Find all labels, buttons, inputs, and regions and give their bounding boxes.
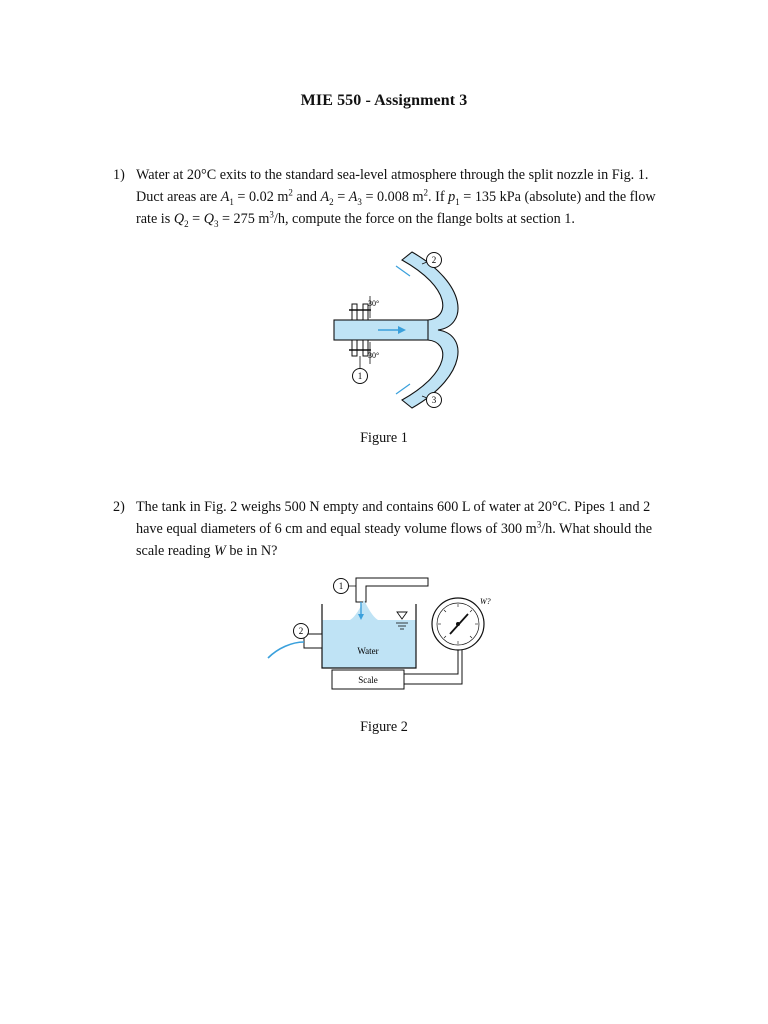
exit-flow-top [396, 266, 410, 276]
free-surface-icon [397, 612, 407, 619]
tank-water [322, 600, 416, 668]
flange-bottom-left [352, 340, 357, 356]
problem-1-text: Water at 20°C exits to the standard sea-level atmosphere through the split nozzle in Fig. 1. Duct areas are $A_1 = 0.02$ $m^2$ and $A_2 = A_3 = 0.008$ $m^2$. If $p_1 = 135$ kPa (absolute) and the flow rate is $Q_2 = Q_3 = 275$ $m^3/h$, compute the force on the flange bolts at section 1. [136, 167, 656, 229]
problem-2-number: 2) [113, 499, 125, 515]
figure-1-caption: Figure 1 [360, 430, 408, 446]
section-3-label: 3 [431, 395, 437, 405]
exit-flow-bottom [396, 384, 410, 394]
figure-2-caption: Figure 2 [360, 719, 408, 735]
problem-2-text: The tank in Fig. 2 weighs 500 N empty and contains 600 L of water at 20°C. Pipes 1 and 2 have equal diameters of 6 cm and equal steady volume flows of 300 $m^3/h$. What should the scale reading W be in N? [136, 499, 653, 559]
angle-bottom-label: 30° [368, 351, 380, 360]
page-title: MIE 550 - Assignment 3 [300, 92, 468, 109]
problem-2 [113, 496, 658, 562]
problem-1 [113, 164, 658, 230]
figure-1-split-nozzle [330, 248, 490, 418]
water-label: Water [357, 646, 379, 656]
angle-top-label: 30° [368, 299, 380, 308]
section-2-label: 2 [431, 255, 437, 265]
scale-label: Scale [358, 675, 378, 685]
outlet-jet [268, 642, 304, 658]
figure-2-tank-on-scale [264, 572, 504, 697]
pipe-2-label: 2 [298, 626, 304, 636]
gauge-label: W? [480, 597, 491, 606]
problem-1-number: 1) [113, 167, 125, 183]
pipe-1 [356, 578, 428, 602]
pipe-1-label: 1 [338, 581, 344, 591]
section-1-label: 1 [357, 371, 363, 381]
flange-top-left [352, 304, 357, 320]
